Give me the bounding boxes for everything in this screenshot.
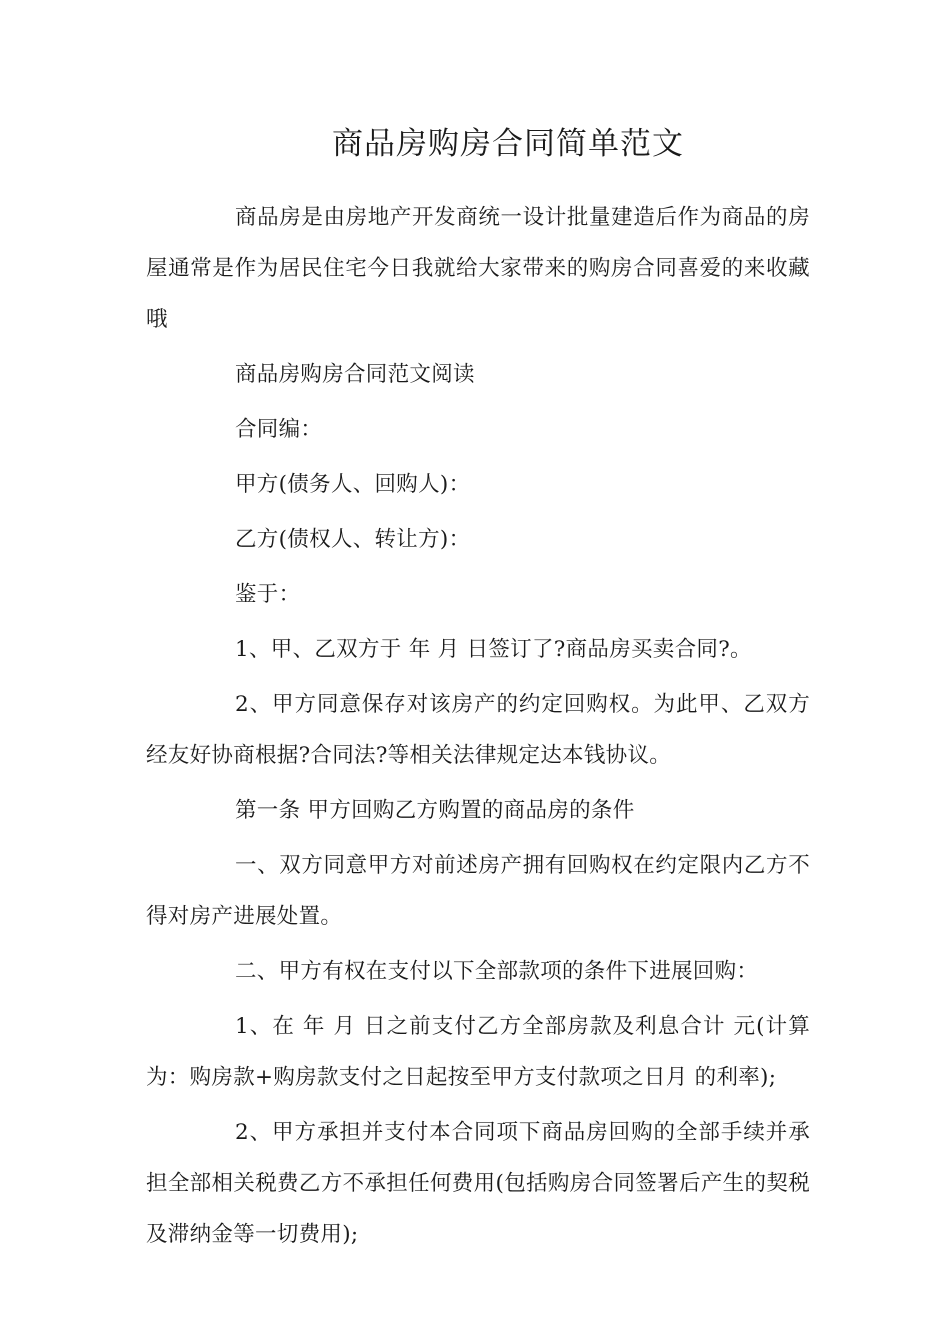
paragraph-party-b: 乙方(债权人、转让方)： xyxy=(235,527,471,552)
paragraph-section-1: 一、双方同意甲方对前述房产拥有回购权在约定限内乙方不得对房产进展处置。 xyxy=(146,853,810,929)
paragraph-heading-reading: 商品房购房合同范文阅读 xyxy=(235,362,475,387)
document-title: 商品房购房合同简单范文 xyxy=(332,126,684,162)
paragraph-section-2: 二、甲方有权在支付以下全部款项的条件下进展回购： xyxy=(235,959,759,984)
paragraph-clause-1: 1、甲、乙双方于 年 月 日签订了?商品房买卖合同?。 xyxy=(235,637,752,662)
paragraph-item-1: 1、在 年 月 日之前支付乙方全部房款及利息合计 元(计算为：购房款+购房款支付之日起按至甲方支付款项之日月 的利率); xyxy=(146,1014,810,1090)
paragraph-contract-number: 合同编： xyxy=(235,417,323,442)
document-body xyxy=(146,192,810,1264)
paragraph-clause-2: 2、甲方同意保存对该房产的约定回购权。为此甲、乙双方经友好协商根据?合同法?等相关法律规定达本钱协议。 xyxy=(146,692,810,768)
paragraph-whereas: 鉴于： xyxy=(235,582,301,607)
paragraph-party-a: 甲方(债务人、回购人)： xyxy=(235,472,471,497)
paragraph-intro: 商品房是由房地产开发商统一设计批量建造后作为商品的房屋通常是作为居民住宅今日我就给大家带来的购房合同喜爱的来收藏哦 xyxy=(146,205,810,332)
paragraph-article-1: 第一条 甲方回购乙方购置的商品房的条件 xyxy=(235,798,635,823)
paragraph-item-2: 2、甲方承担并支付本合同项下商品房回购的全部手续并承担全部相关税费乙方不承担任何费用(包括购房合同签署后产生的契税及滞纳金等一切费用); xyxy=(146,1120,810,1247)
